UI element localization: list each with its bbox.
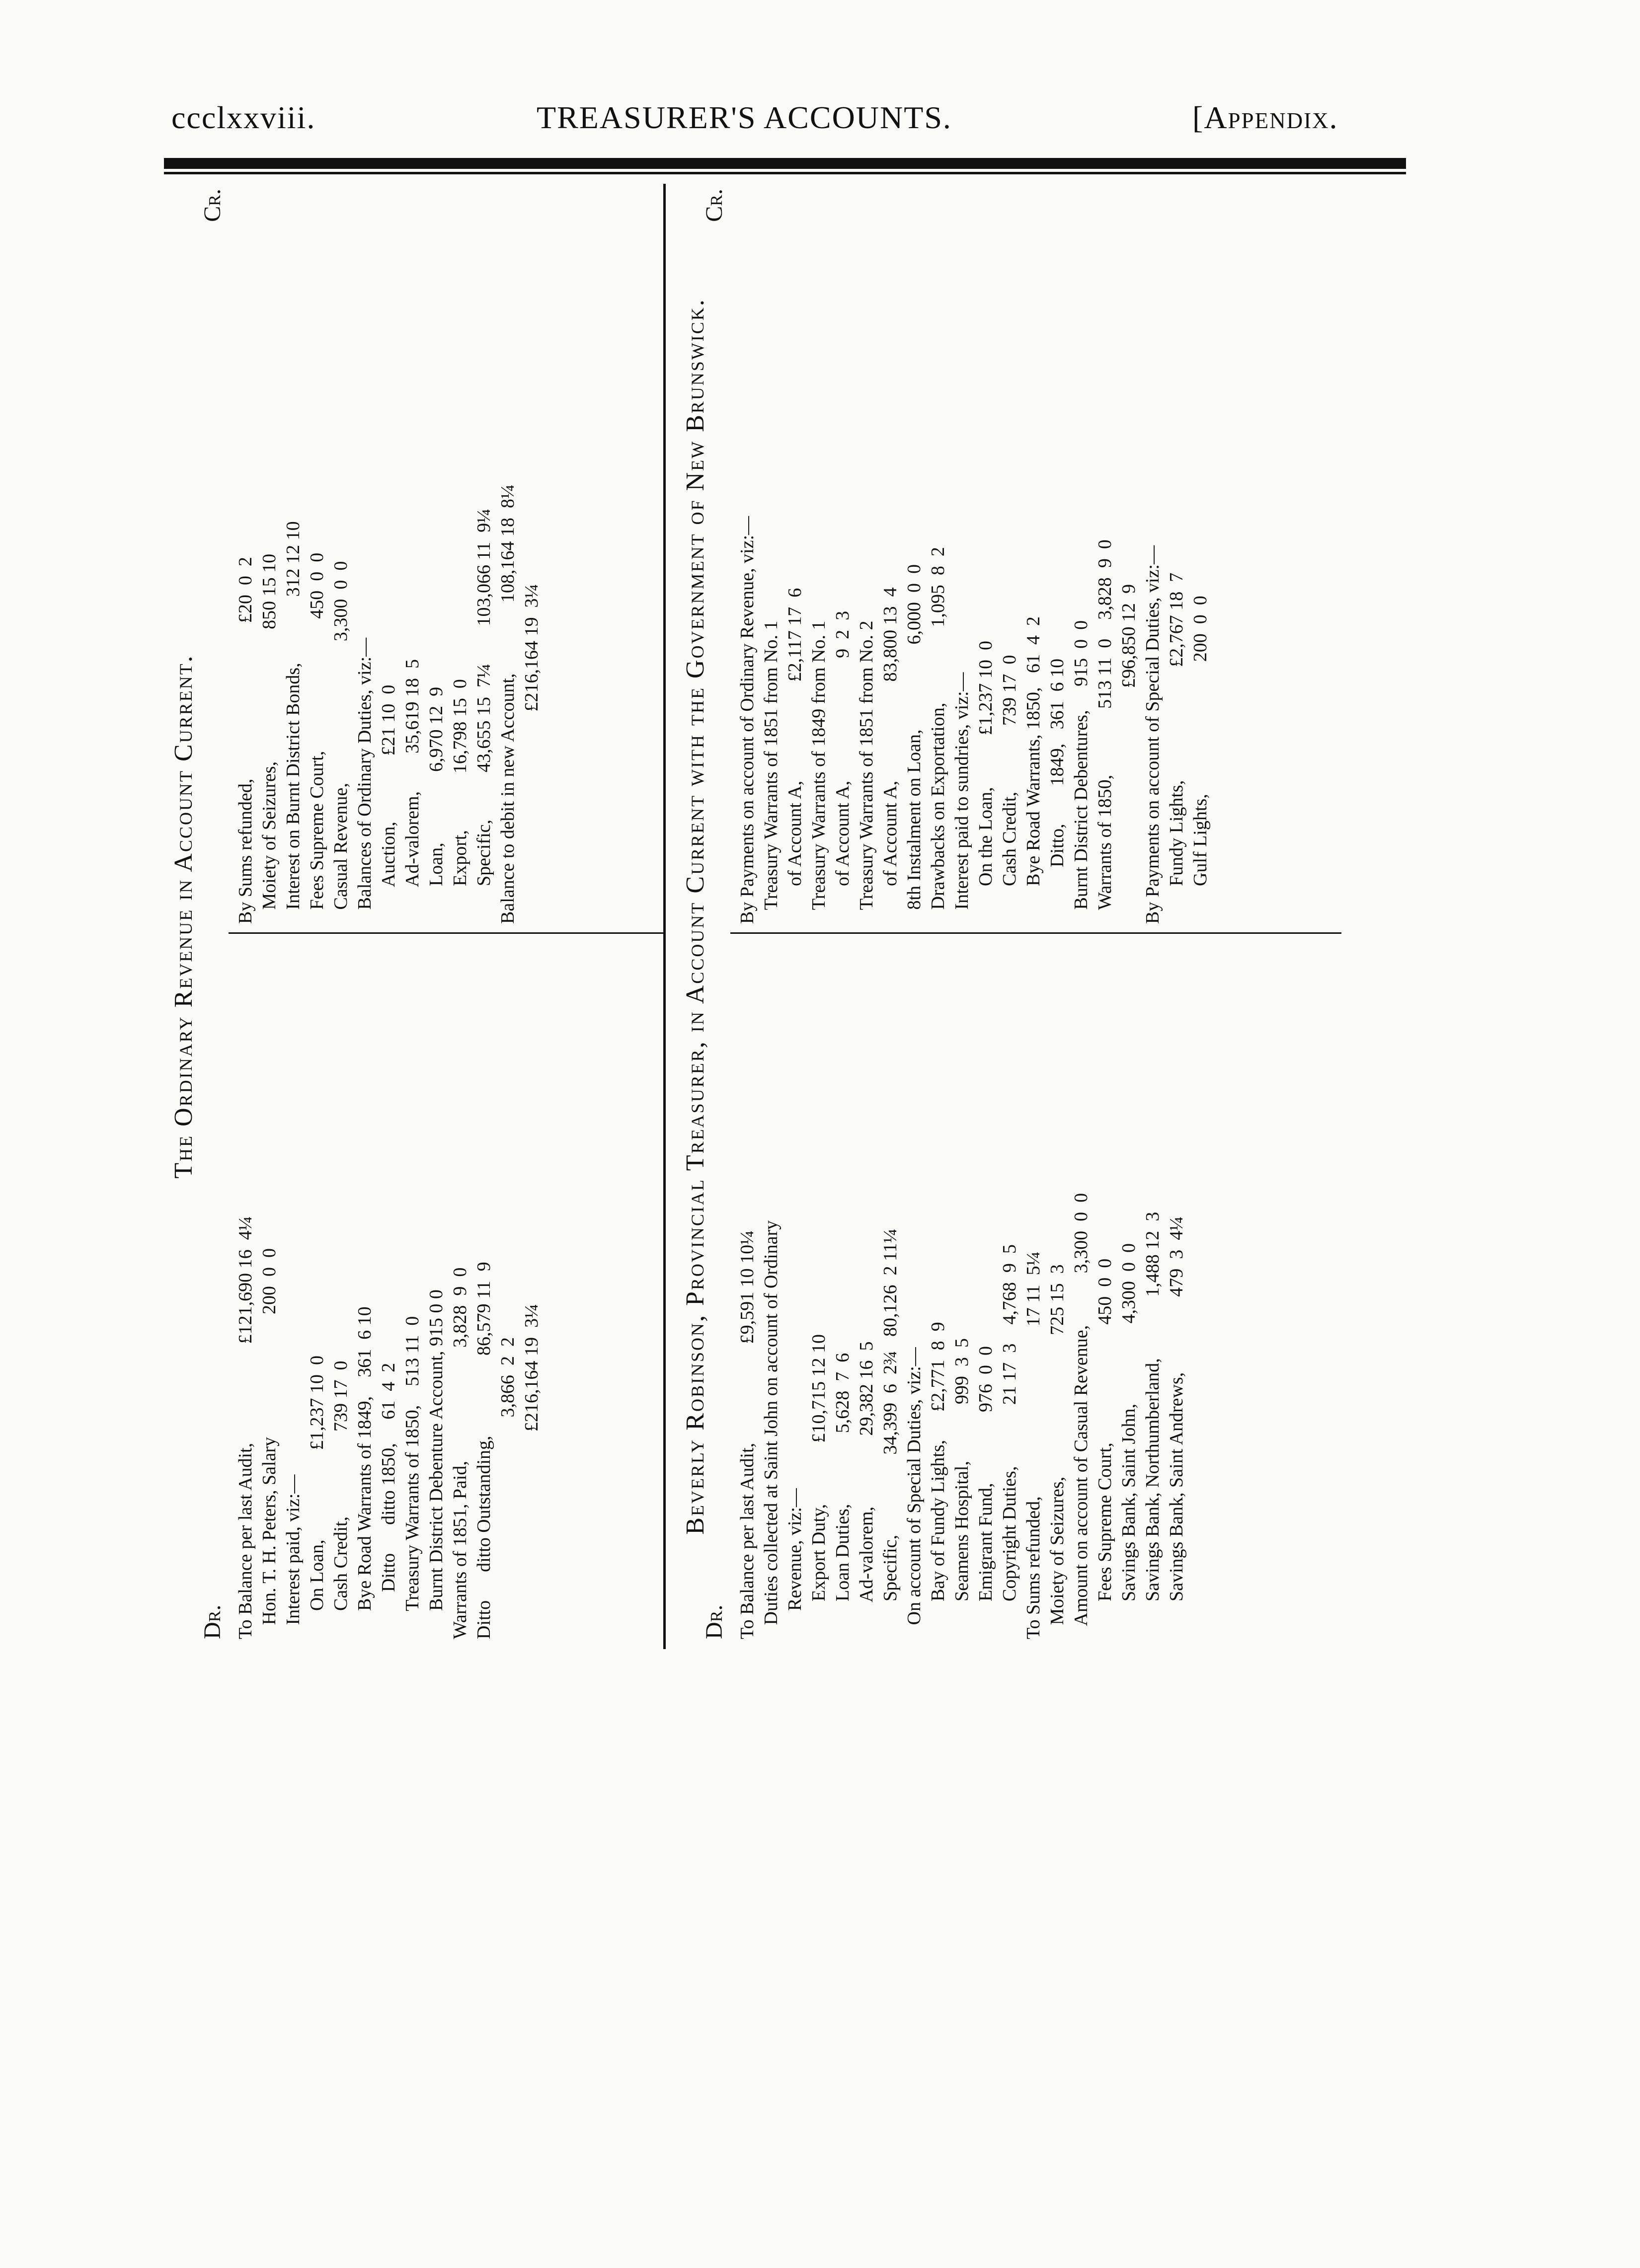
cr-label: Cr. — [199, 189, 226, 222]
page-title: TREASURER'S ACCOUNTS. — [537, 100, 952, 135]
debit-line: Specific, 34,399 6 2¾ 80,126 2 11¼ — [880, 1228, 901, 1639]
account-title: Beverly Robinson, Provincial Treasurer, in Account Current with the Government of New Brunswick. — [681, 298, 709, 1535]
rotated-ledger — [169, 184, 1341, 1649]
credit-line: Export, 16,798 15 0 — [450, 679, 470, 924]
credit-line: Casual Revenue, 3,300 0 0 — [330, 561, 351, 924]
debit-line: Duties collected at Saint John on account of Ordinary — [761, 1220, 781, 1639]
credit-line: By Payments on account of Ordinary Revenue, viz:— — [737, 516, 758, 924]
debit-line: To Balance per last Audit, £9,591 10 10¼ — [737, 1230, 758, 1639]
cr-label: Cr. — [701, 189, 727, 222]
account-ordinary-revenue — [169, 184, 666, 1649]
credit-line: of Account A, £2,117 17 6 — [784, 588, 805, 924]
debit-line: Warrants of 1851, Paid, 3,828 9 0 — [450, 1267, 470, 1639]
account-provincial-treasurer — [671, 184, 1341, 1649]
debit-line: Bay of Fundy Lights, £2,771 8 9 — [928, 1322, 948, 1639]
debit-line: Revenue, viz:— — [784, 1488, 805, 1639]
debit-line: Burnt District Debenture Account, 915 0 0 — [426, 1289, 447, 1639]
appendix-label: [Appendix. — [1192, 100, 1338, 135]
section-rule — [663, 184, 666, 1649]
debit-line: To Sums refunded, 17 11 5¼ — [1023, 1251, 1044, 1639]
credit-total: £216,164 19 3¼ — [521, 584, 542, 924]
credit-line: Drawbacks on Exportation, 1,095 8 2 — [928, 547, 948, 924]
credit-column — [234, 485, 544, 924]
debit-line: Export Duty, £10,715 12 10 — [808, 1334, 829, 1639]
credit-line: Treasury Warrants of 1849 from No. 1 — [808, 620, 829, 924]
credit-line: Moiety of Seizures, 850 15 10 — [259, 553, 280, 924]
debit-line: Treasury Warrants of 1850, 513 11 0 — [402, 1316, 423, 1639]
debit-line: Amount on account of Casual Revenue, 3,300 0 0 — [1071, 1193, 1092, 1639]
debit-line: Ditto ditto Outstanding, 86,579 11 9 — [473, 1262, 494, 1639]
credit-line: Cash Credit, 739 17 0 — [999, 655, 1020, 924]
credit-line: 8th Instalment on Loan, 6,000 0 0 — [904, 564, 925, 924]
header-rule — [164, 158, 1406, 169]
debit-line: Bye Road Warrants of 1849, 361 6 10 — [354, 1306, 375, 1639]
credit-line: of Account A, 83,800 13 4 — [880, 587, 901, 924]
credit-line: Interest paid to sundries, viz:— — [951, 672, 972, 924]
dr-label: Dr. — [199, 1604, 226, 1639]
credit-line: On the Loan, £1,237 10 0 — [975, 641, 996, 924]
debit-line: Moiety of Seizures, 725 15 3 — [1047, 1264, 1068, 1639]
debit-column — [735, 1193, 1188, 1639]
credit-line: Balance to debit in new Account, 108,164 18 8¼ — [497, 484, 518, 924]
credit-line: Balances of Ordinary Duties, viz:— — [354, 637, 375, 924]
debit-line: To Balance per last Audit, £121,690 16 4¼ — [235, 1216, 256, 1639]
credit-line: By Payments on account of Special Duties, viz:— — [1142, 545, 1163, 924]
credit-line: Fees Supreme Court, 450 0 0 — [307, 552, 327, 924]
debit-line: Savings Bank, Northumberland, 1,488 12 3 — [1142, 1211, 1163, 1639]
debit-line: Fees Supreme Court, 450 0 0 — [1094, 1258, 1115, 1639]
debit-line: Hon. T. H. Peters, Salary 200 0 0 — [259, 1248, 280, 1639]
debit-line: On account of Special Duties, viz:— — [904, 1347, 925, 1639]
credit-line: Treasury Warrants of 1851 from No. 2 — [856, 620, 877, 924]
debit-line: Interest paid, viz:— — [283, 1474, 304, 1639]
credit-line: Gulf Lights, 200 0 0 — [1190, 596, 1211, 924]
debit-line: Emigrant Fund, 976 0 0 — [975, 1346, 996, 1639]
debit-line: Ditto ditto 1850, 61 4 2 — [378, 1362, 399, 1639]
dr-label: Dr. — [701, 1604, 727, 1639]
debit-line: Loan Duties, 5,628 7 6 — [832, 1353, 853, 1639]
credit-line: Auction, £21 10 0 — [378, 684, 399, 924]
credit-line: £96,850 12 9 — [1118, 584, 1139, 924]
credit-line: By Sums refunded, £20 0 2 — [235, 557, 256, 924]
debit-line: Cash Credit, 739 17 0 — [330, 1361, 351, 1639]
page-number: ccclxxviii. — [171, 100, 316, 135]
credit-line: Loan, 6,970 12 9 — [426, 686, 447, 924]
debit-line: Ad-valorem, 29,382 16 5 — [856, 1341, 877, 1639]
debit-line: 3,866 2 2 — [497, 1337, 518, 1639]
debit-total: £216,164 19 3¼ — [521, 1304, 542, 1639]
credit-line: Ditto, 1849, 361 6 10 — [1047, 658, 1068, 924]
column-divider — [730, 932, 1341, 934]
credit-line: Burnt District Debentures, 915 0 0 — [1071, 620, 1092, 924]
credit-column — [735, 516, 1212, 924]
debit-line: Seamens Hospital, 999 3 5 — [951, 1338, 972, 1639]
credit-line: Treasury Warrants of 1851 from No. 1 — [761, 620, 781, 924]
debit-line: Savings Bank, Saint Andrews, 479 3 4¼ — [1166, 1216, 1187, 1639]
debit-column — [234, 1216, 544, 1639]
debit-line: Savings Bank, Saint John, 4,300 0 0 — [1118, 1243, 1139, 1639]
debit-line: On Loan, £1,237 10 0 — [307, 1355, 327, 1639]
account-title: The Ordinary Revenue in Account Current. — [169, 654, 198, 1179]
credit-line: Ad-valorem, 35,619 18 5 — [402, 659, 423, 924]
column-divider — [229, 932, 666, 934]
header-rule-thin — [164, 172, 1406, 174]
credit-line: Specific, 43,655 15 7¼ 103,066 11 9¼ — [473, 509, 494, 924]
credit-line: Warrants of 1850, 513 11 0 3,828 9 0 — [1094, 539, 1115, 924]
credit-line: Interest on Burnt District Bonds, 312 12 10 — [283, 521, 304, 924]
debit-line: Copyright Duties, 21 17 3 4,768 9 5 — [999, 1244, 1020, 1639]
credit-line: of Account A, 9 2 3 — [832, 610, 853, 924]
credit-line: Bye Road Warrants, 1850, 61 4 2 — [1023, 616, 1044, 924]
credit-line: Fundy Lights, £2,767 18 7 — [1166, 572, 1187, 924]
